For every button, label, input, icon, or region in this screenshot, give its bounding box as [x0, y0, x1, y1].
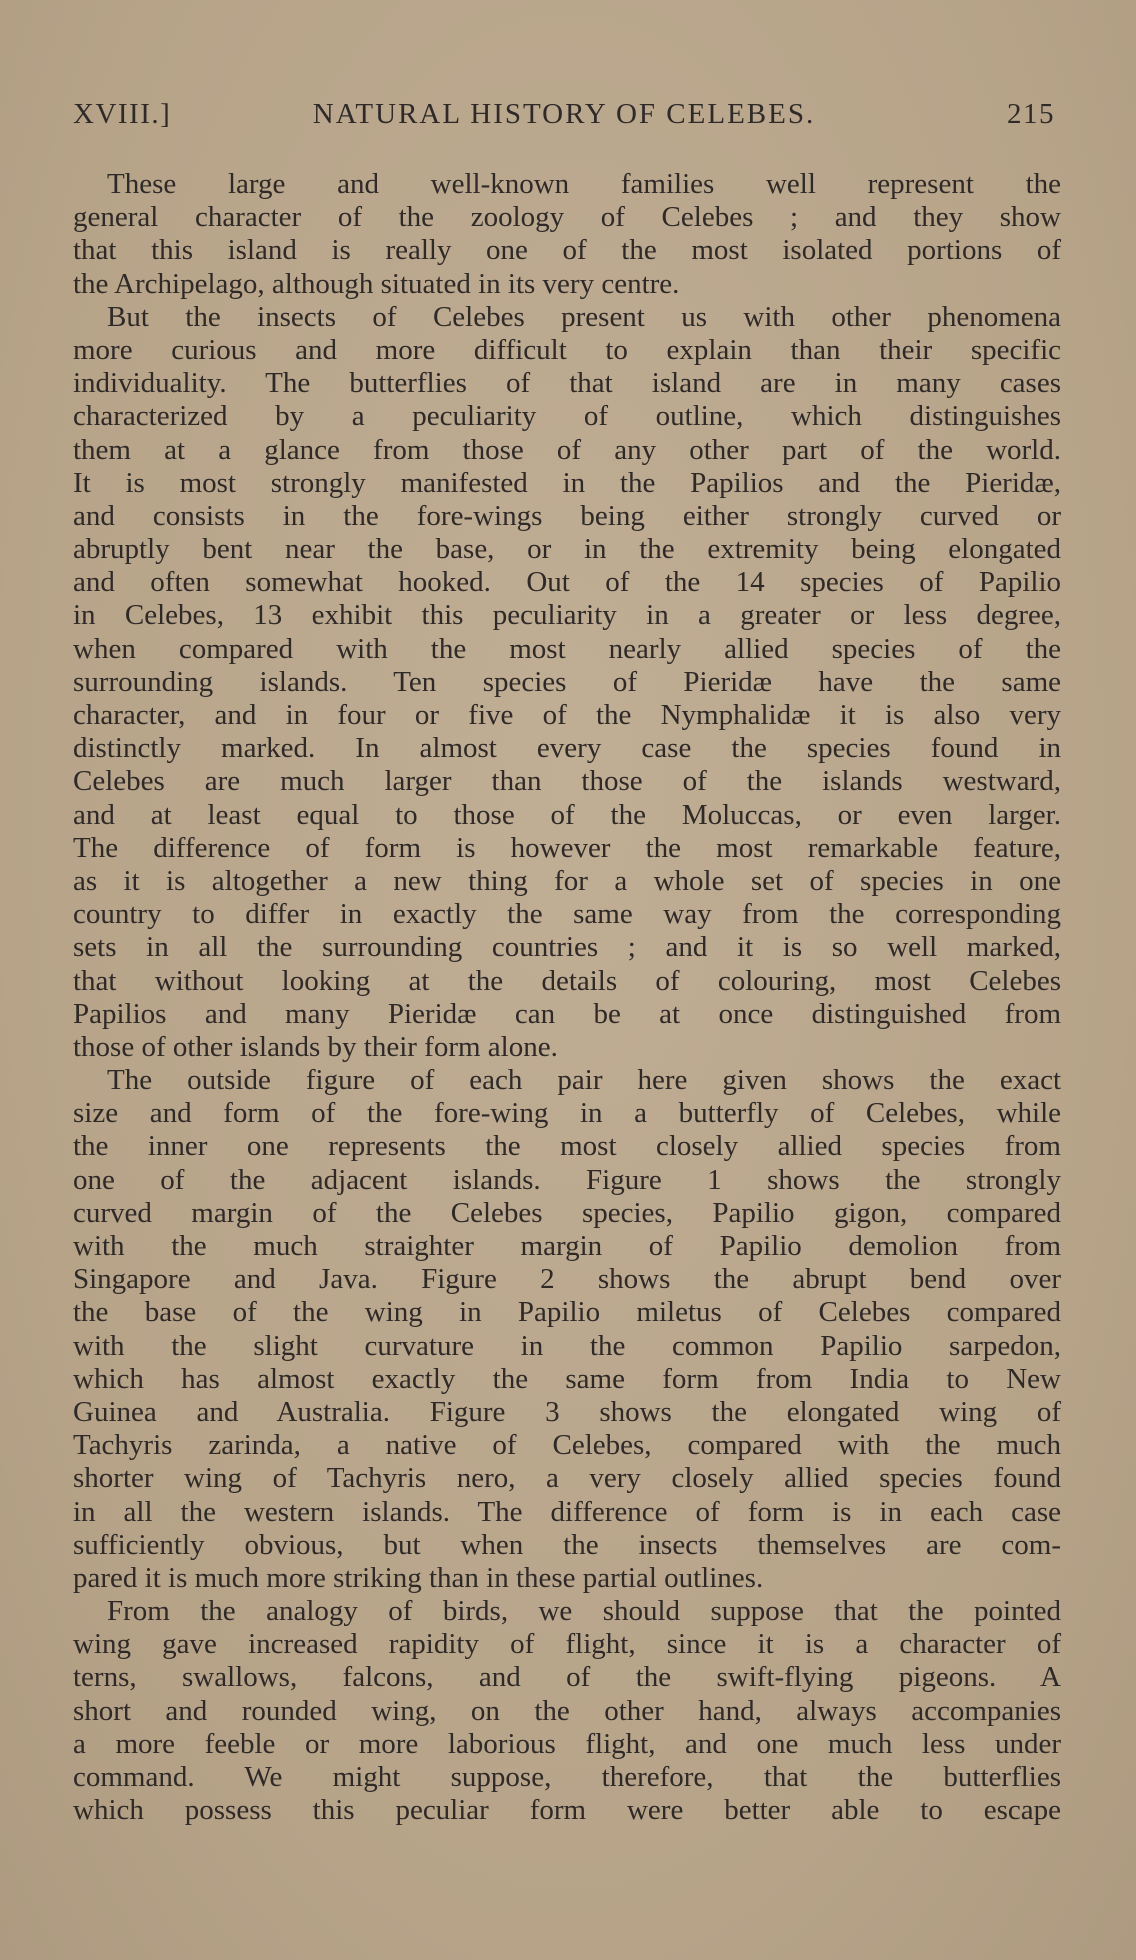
text-line: The difference of form is however the most remarkable feature, — [73, 831, 1061, 864]
text-line: those of other islands by their form alone. — [73, 1030, 558, 1063]
text-line: the base of the wing in Papilio miletus of Celebes compared — [73, 1296, 1061, 1329]
running-header — [73, 98, 1055, 138]
text-line: Papilios and many Pieridæ can be at once distinguished from — [73, 997, 1061, 1030]
text-line: command. We might suppose, therefore, that the butterflies — [73, 1761, 1061, 1793]
text-line: Celebes are much larger than those of the islands westward, — [73, 765, 1061, 798]
paragraph-1 — [73, 168, 1061, 301]
chapter-marker: XVIII.] — [73, 98, 172, 130]
text-line: with the slight curvature in the common Papilio sarpedon, — [73, 1329, 1061, 1362]
text-line: the Archipelago, although situated in its very centre. — [73, 267, 680, 300]
text-line: general character of the zoology of Celebes ; and they show — [73, 201, 1061, 234]
text-line: that without looking at the details of colouring, most Celebes — [73, 964, 1061, 997]
text-line: more curious and more difficult to explain than their specific — [73, 333, 1061, 366]
text-line: individuality. The butterflies of that island are in many cases — [73, 367, 1061, 400]
text-line: one of the adjacent islands. Figure 1 shows the strongly — [73, 1163, 1061, 1196]
text-line: a more feeble or more laborious flight, and one much less under — [73, 1727, 1061, 1760]
body-text — [73, 168, 1061, 1827]
text-line: It is most strongly manifested in the Papilios and the Pieridæ, — [73, 466, 1061, 499]
text-line: shorter wing of Tachyris nero, a very closely allied species found — [73, 1462, 1061, 1495]
text-line: distinctly marked. In almost every case the species found in — [73, 732, 1061, 765]
text-line: which possess this peculiar form were better able to escape — [73, 1794, 1061, 1827]
text-line: size and form of the fore-wing in a butterfly of Celebes, while — [73, 1097, 1061, 1130]
text-line: that this island is really one of the most isolated portions of — [73, 234, 1061, 267]
running-title: NATURAL HISTORY OF CELEBES. — [312, 98, 816, 130]
text-line: pared it is much more striking than in these partial outlines. — [73, 1561, 764, 1594]
text-line: them at a glance from those of any other part of the world. — [73, 433, 1061, 466]
paragraph-2 — [73, 301, 1061, 1064]
paragraph-3 — [73, 1064, 1061, 1595]
text-line: From the analogy of birds, we should suppose that the pointed — [107, 1595, 1061, 1628]
text-line: terns, swallows, falcons, and of the swift-flying pigeons. A — [73, 1661, 1061, 1694]
text-line: in all the western islands. The difference of form is in each case — [73, 1495, 1061, 1528]
text-line: and at least equal to those of the Moluccas, or even larger. — [73, 798, 1061, 831]
text-line: But the insects of Celebes present us with other phenomena — [107, 300, 1061, 333]
paragraph-4 — [73, 1595, 1061, 1827]
text-line: in Celebes, 13 exhibit this peculiarity in a greater or less degree, — [73, 599, 1061, 632]
text-line: which has almost exactly the same form from India to New — [73, 1362, 1061, 1395]
text-line: character, and in four or five of the Nymphalidæ it is also very — [73, 699, 1061, 731]
text-line: surrounding islands. Ten species of Pieridæ have the same — [73, 665, 1061, 698]
text-line: abruptly bent near the base, or in the extremity being elongated — [73, 533, 1061, 566]
text-line: as it is altogether a new thing for a whole set of species in one — [73, 864, 1061, 897]
text-line: The outside figure of each pair here given shows the exact — [107, 1064, 1061, 1097]
text-line: wing gave increased rapidity of flight, since it is a character of — [73, 1628, 1061, 1661]
text-line: and consists in the fore-wings being either strongly curved or — [73, 499, 1061, 532]
text-line: Guinea and Australia. Figure 3 shows the elongated wing of — [73, 1395, 1061, 1428]
text-line: country to differ in exactly the same way from the corresponding — [73, 898, 1061, 931]
text-line: sufficiently obvious, but when the insects themselves are com- — [73, 1528, 1061, 1561]
text-line: Tachyris zarinda, a native of Celebes, compared with the much — [73, 1429, 1061, 1462]
text-line: sets in all the surrounding countries ; and it is so well marked, — [73, 931, 1061, 964]
text-line: short and rounded wing, on the other hand, always accompanies — [73, 1694, 1061, 1727]
text-line: with the much straighter margin of Papilio demolion from — [73, 1230, 1061, 1262]
text-line: These large and well-known families well represent the — [107, 168, 1061, 200]
text-line: curved margin of the Celebes species, Papilio gigon, compared — [73, 1196, 1061, 1229]
text-line: characterized by a peculiarity of outline, which distinguishes — [73, 400, 1061, 433]
text-line: when compared with the most nearly allied species of the — [73, 632, 1061, 665]
text-line: Singapore and Java. Figure 2 shows the abrupt bend over — [73, 1263, 1061, 1296]
page-number: 215 — [1007, 98, 1055, 130]
text-line: and often somewhat hooked. Out of the 14 species of Papilio — [73, 566, 1061, 599]
text-line: the inner one represents the most closely allied species from — [73, 1130, 1061, 1163]
